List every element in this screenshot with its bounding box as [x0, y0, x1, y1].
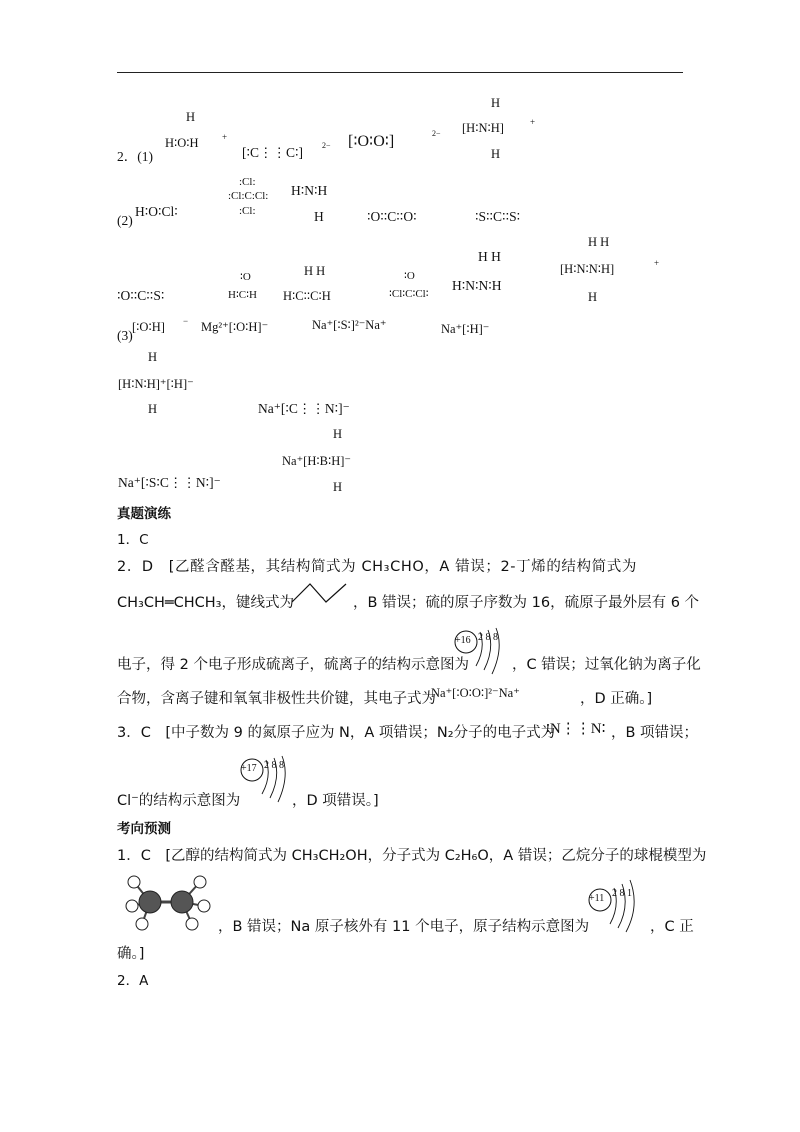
mgoh2-formula: Mg²⁺[∶O∶H]⁻ — [201, 320, 269, 334]
sodium-atom-structure-icon — [586, 878, 646, 934]
h3o-top: H — [186, 110, 196, 124]
cocl2-formula: ∶Cl∶C∶Cl∶ — [389, 288, 429, 300]
nh4h-formula: [H∶N∶H]⁺[∶H]⁻ — [118, 377, 194, 391]
zhenti-q3-line1b: ，B 项错误； — [611, 725, 699, 741]
chloride-nucleus: +17 — [241, 763, 257, 774]
nh4-top: H — [491, 96, 501, 110]
n2-formula: ∶N⋮⋮N∶ — [546, 721, 606, 737]
zhenti-q3-line2a: Cl⁻的结构示意图为 — [117, 793, 241, 809]
nh3-bottom: H — [314, 209, 324, 224]
nh4-bottom: H — [491, 147, 501, 161]
hocl-formula: H∶O∶Cl∶ — [135, 204, 178, 219]
oh-ion: [∶O∶H] — [132, 320, 165, 334]
hcho-top: ∶O — [240, 271, 251, 283]
ethane-ball-stick-model-icon — [120, 870, 215, 934]
nascn-formula: Na⁺[∶S∶C⋮⋮N∶]⁻ — [118, 475, 221, 490]
na2s-formula: Na⁺[∶S∶]²⁻Na⁺ — [312, 318, 387, 332]
hcho-formula: H∶C∶H — [228, 289, 257, 301]
zhenti-q2-line4b: ，D 正确。] — [580, 691, 653, 707]
nacn-formula: Na⁺[∶C⋮⋮N∶]⁻ — [258, 401, 350, 416]
q2-1-label: 2．(1) — [117, 149, 153, 164]
cos-formula: ∶O∶∶C∶∶S∶ — [117, 288, 165, 303]
zhenti-q2-line1: 2．D [乙醛含醛基，其结构简式为 CH₃CHO，A 错误；2-丁烯的结构简式为 — [117, 559, 637, 575]
zhenti-q3-line1a: 3．C [中子数为 9 的氮原子应为 N，A 项错误；N₂分子的电子式为 — [117, 725, 556, 741]
h3o-formula: H∶O∶H — [165, 136, 199, 150]
o2-charge: 2− — [432, 129, 441, 138]
kaoxiang-heading: 考向预测 — [117, 821, 171, 837]
kaoxiang-q1-line2b: ，C 正 — [650, 919, 694, 935]
zhenti-q3-line2b: ，D 项错误。] — [292, 793, 379, 809]
chloride-shells: 2 8 8 — [264, 760, 284, 771]
zhenti-q2-line2a: CH₃CH═CHCH₃，键线式为 — [117, 595, 294, 611]
zhenti-q2-line3b: ，C 错误；过氧化钠为离子化 — [512, 657, 701, 673]
n2h5-formula: [H∶N∶N∶H] — [560, 262, 615, 276]
sodium-nucleus: +11 — [589, 893, 605, 904]
sulfide-shells: 2 8 8 — [478, 632, 498, 643]
n2h4-top: H H — [478, 249, 501, 264]
cs2-formula: ∶S∶∶C∶∶S∶ — [475, 209, 521, 224]
c2h4-top: H H — [304, 264, 326, 278]
o2-ion: [∶O∶O∶] — [348, 133, 395, 150]
ccl4-top: :Cl: — [239, 176, 256, 188]
q2-2-label: (2) — [117, 213, 133, 228]
zhenti-q2-line2b: ，B 错误；硫的原子序数为 16，硫原子最外层有 6 个 — [353, 595, 700, 611]
nabh4-top: H — [333, 427, 343, 441]
oh-charge: − — [183, 316, 189, 326]
h3o-charge: + — [222, 132, 228, 142]
header-rule — [117, 72, 683, 73]
ccl4-bottom: :Cl: — [239, 205, 256, 217]
kaoxiang-q1-line3: 确。] — [117, 946, 145, 962]
kaoxiang-q1-line1: 1．C [乙醇的结构简式为 CH₃CH₂OH，分子式为 C₂H₆O，A 错误；乙烷分子的球棍模型为 — [117, 848, 707, 864]
cocl2-top: ∶O — [404, 270, 415, 282]
zhenti-q1: 1．C — [117, 532, 149, 548]
nabh4-bottom: H — [333, 480, 343, 494]
kaoxiang-q1-line2: ，B 错误；Na 原子核外有 11 个电子，原子结构示意图为 — [218, 919, 590, 935]
nh4-charge: + — [530, 117, 536, 127]
nah-formula: Na⁺[∶H]⁻ — [441, 322, 490, 336]
zhenti-heading: 真题演练 — [117, 506, 171, 522]
n2h4-formula: H∶N∶N∶H — [452, 278, 502, 293]
zhenti-q2-line4a: 合物，含离子键和氧氧非极性共价键，其电子式为 — [117, 691, 436, 707]
q2-3-label: (3) — [117, 328, 133, 343]
zhenti-q2-line3a: 电子，得 2 个电子形成硫离子，硫离子的结构示意图为 — [117, 657, 469, 673]
sodium-shells: 2 8 1 — [612, 888, 632, 899]
c2-charge: 2− — [322, 141, 331, 150]
nh4h-bottom: H — [148, 402, 158, 416]
ccl4-formula: :Cl:C:Cl: — [228, 190, 269, 202]
c2h4-formula: H∶C∶∶C∶H — [283, 289, 331, 303]
butene-skeletal-icon — [290, 580, 350, 606]
kaoxiang-q2: 2．A — [117, 973, 149, 989]
nh3-formula: H∶N∶H — [291, 183, 328, 198]
nabh4-formula: Na⁺[H∶B∶H]⁻ — [282, 454, 351, 468]
c2-ion: [∶C⋮⋮C∶] — [242, 145, 304, 160]
n2h5-bottom: H — [588, 290, 598, 304]
n2h5-top: H H — [588, 235, 610, 249]
co2-formula: ∶O∶∶C∶∶O∶ — [367, 209, 417, 224]
n2h5-charge: + — [654, 258, 660, 268]
nh4h-top: H — [148, 350, 158, 364]
sulfide-nucleus: +16 — [455, 635, 471, 646]
nh4-formula: [H∶N∶H] — [462, 121, 504, 135]
na2o2-formula: Na⁺[∶O∶O∶]²⁻Na⁺ — [431, 686, 520, 700]
